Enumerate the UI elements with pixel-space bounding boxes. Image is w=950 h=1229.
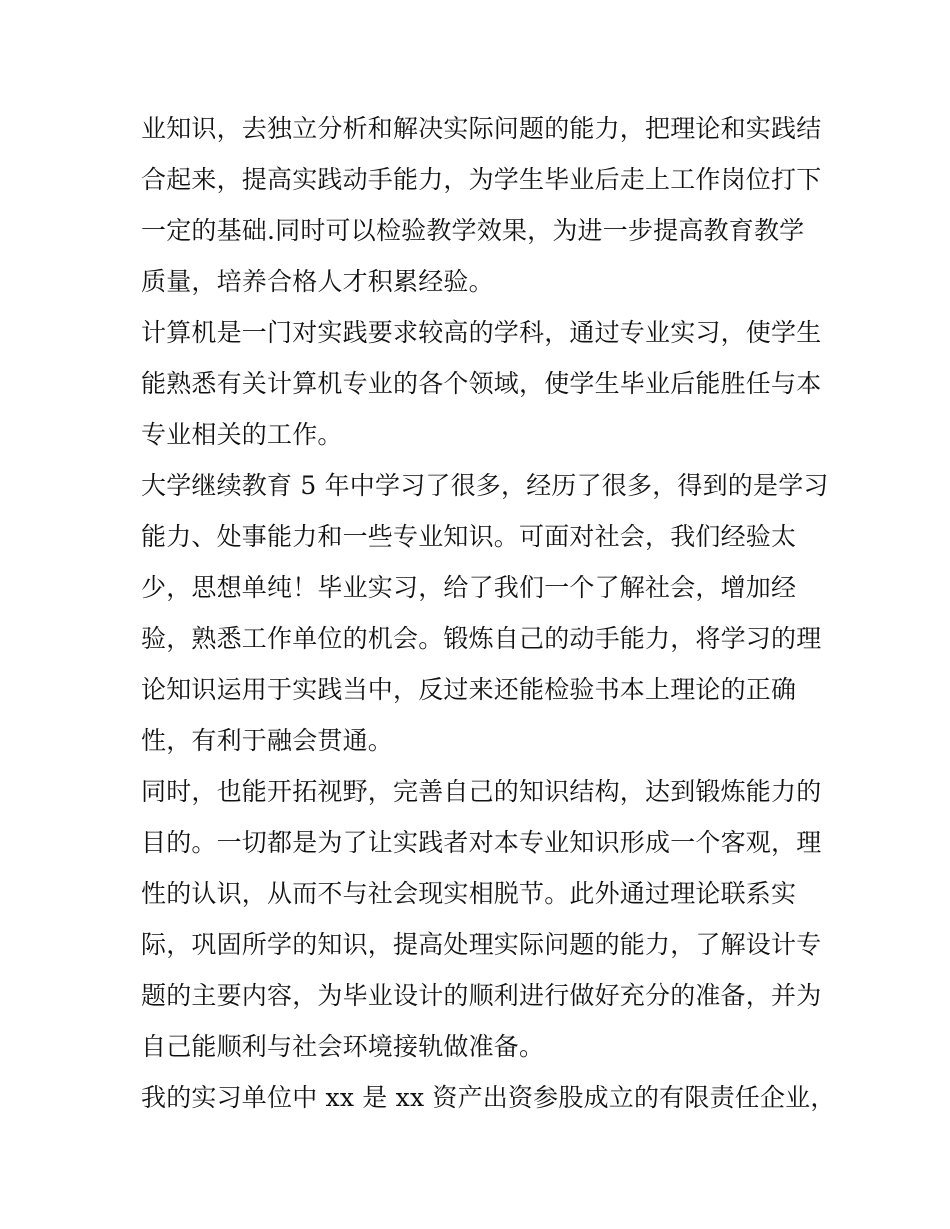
text-line: 论知识运用于实践当中，反过来还能检验书本上理论的正确 — [141, 675, 797, 704]
text-line: 大学继续教育 5 年中学习了很多，经历了很多，得到的是学习 — [141, 471, 829, 500]
paragraph-4 — [141, 766, 822, 1072]
text-line: 性的认识，从而不与社会现实相脱节。此外通过理论联系实 — [141, 879, 797, 908]
paragraph-1 — [141, 103, 822, 307]
text-line: 一定的基础.同时可以检验教学效果，为进一步提高教育教学 — [141, 216, 805, 245]
text-line: 计算机是一门对实践要求较高的学科，通过专业实习，使学生 — [141, 318, 822, 347]
text-line: 少，思想单纯！毕业实习，给了我们一个了解社会，增加经 — [141, 573, 797, 602]
text-line: 能熟悉有关计算机专业的各个领域，使学生毕业后能胜任与本 — [141, 369, 822, 398]
text-line: 专业相关的工作。 — [141, 420, 343, 449]
text-line: 自己能顺利与社会环境接轨做准备。 — [141, 1032, 545, 1061]
text-line: 我的实习单位中 xx 是 xx 资产出资参股成立的有限责任企业， — [141, 1083, 836, 1112]
paragraph-2 — [141, 307, 822, 460]
text-line: 际，巩固所学的知识，提高处理实际问题的能力，了解设计专 — [141, 930, 822, 959]
text-line: 题的主要内容，为毕业设计的顺利进行做好充分的准备，并为 — [141, 981, 822, 1010]
text-line: 业知识，去独立分析和解决实际问题的能力，把理论和实践结 — [141, 114, 822, 143]
text-line: 质量，培养合格人才积累经验。 — [141, 267, 494, 296]
paragraph-3 — [141, 460, 829, 766]
document-body — [141, 103, 836, 1123]
text-line: 性，有利于融会贯通。 — [141, 726, 394, 755]
text-line: 合起来，提高实践动手能力，为学生毕业后走上工作岗位打下 — [141, 165, 822, 194]
text-line: 目的。一切都是为了让实践者对本专业知识形成一个客观，理 — [141, 828, 822, 857]
text-line: 能力、处事能力和一些专业知识。可面对社会，我们经验太 — [141, 522, 797, 551]
paragraph-5 — [141, 1072, 836, 1123]
text-line: 验，熟悉工作单位的机会。锻炼自己的动手能力，将学习的理 — [141, 624, 822, 653]
text-line: 同时，也能开拓视野，完善自己的知识结构，达到锻炼能力的 — [141, 777, 822, 806]
